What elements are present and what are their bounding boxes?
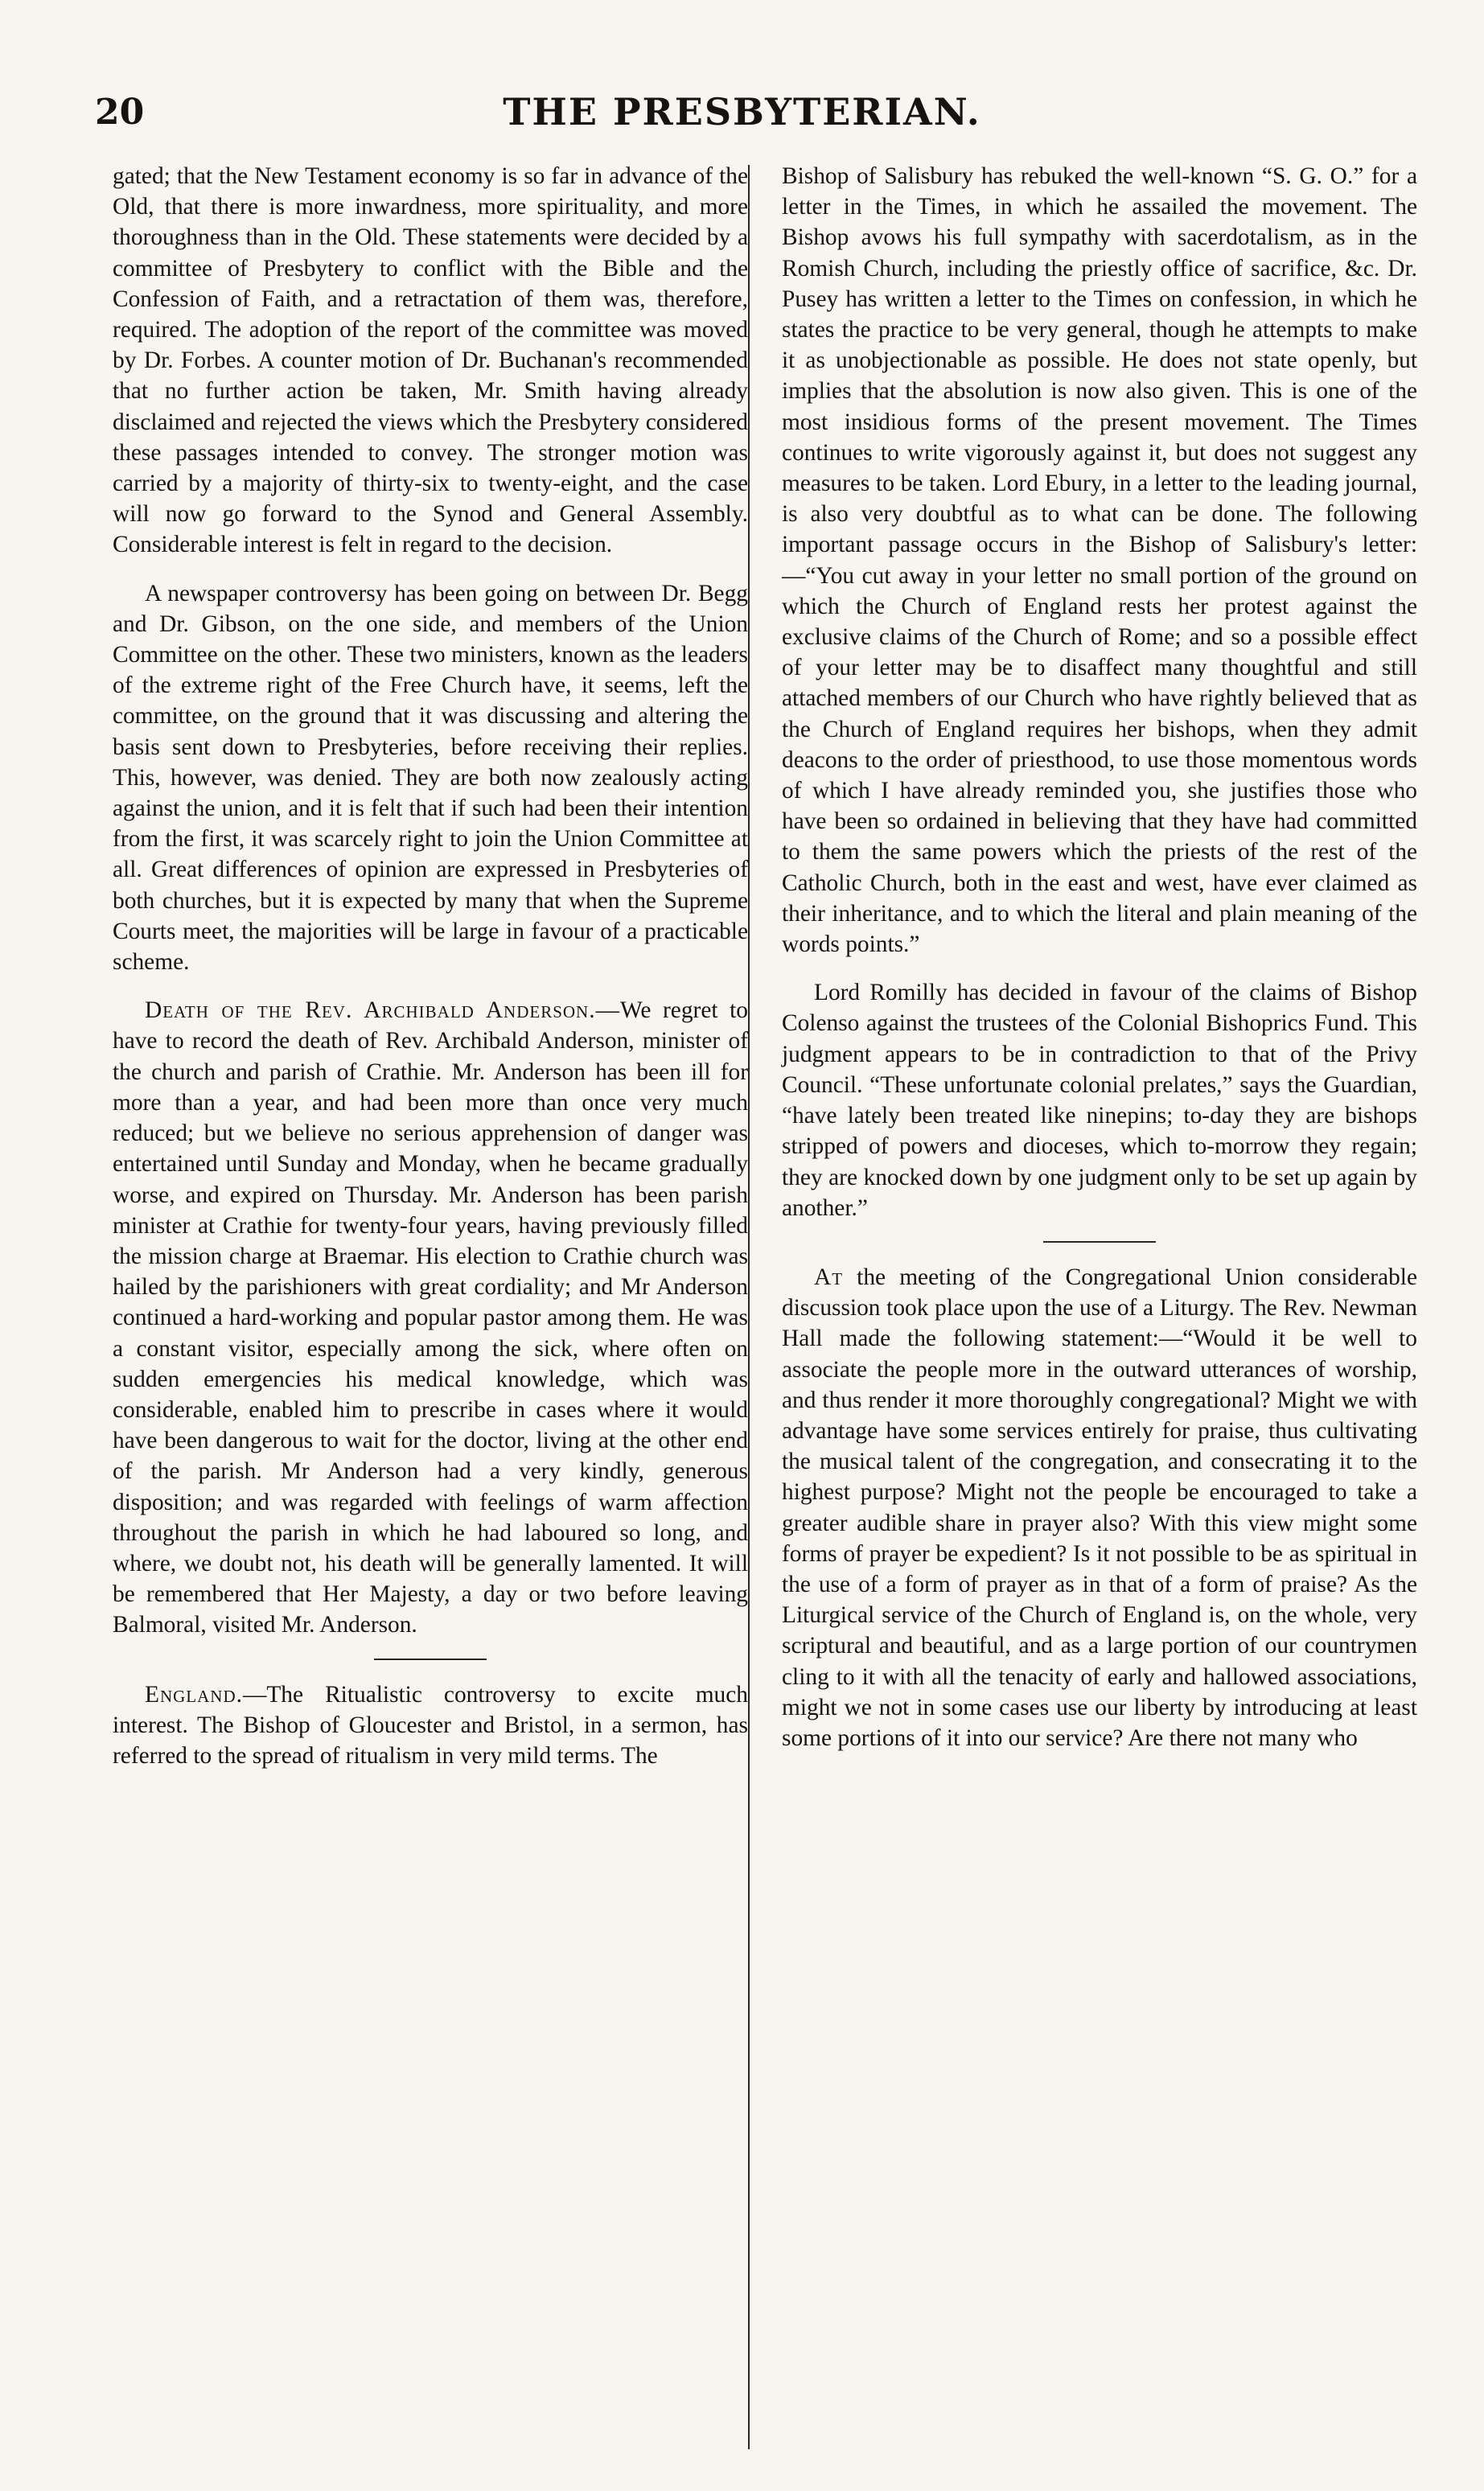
right-column [782,161,1417,1771]
article-paragraph: gated; that the New Testament economy is so far in advance of the Old, that there is more inwardness, more spirituality, and more thoroughness than in the Old. These statements were decided by a committee of Presbytery to conflict with the Bible and the Confession of Faith, and a retractation of them was, therefore, required. The adoption of the report of the committee was moved by Dr. Forbes. A counter motion of Dr. Buchanan's recommended that no further action be taken, Mr. Smith having already disclaimed and rejected the views which the Presbytery considered these passages intended to convey. The stronger motion was carried by a majority of thirty-six to twenty-eight, and the case will now go forward to the Synod and General Assembly. Considerable interest is felt in regard to the decision. [113,163,748,558]
congregational-union-paragraph [782,1262,1417,1753]
page-header [0,87,1484,135]
england-body: —The Ritualistic controversy to excite much interest. The Bishop of Gloucester and Bristol, in a sermon, has referred to the spread of ritualism in very mild terms. The [113,1681,748,1769]
england-heading: England. [145,1681,243,1708]
england-paragraph [113,1679,748,1772]
page-title: THE PRESBYTERIAN. [503,90,981,134]
obituary-body: We regret to have to record the death of Rev. Archibald Anderson, minister of the church and parish of Crathie. Mr. Anderson has been ill for more than a year, and had been more than once very much reduced; but we believe no serious apprehension of danger was entertained until Sunday and Monday, when he became gradually worse, and expired on Thursday. Mr. Anderson has been parish minister at Crathie for twenty-four years, having previously filled the mission charge at Braemar. His election to Crathie church was hailed by the parishioners with great cordiality; and Mr Anderson continued a hard-working and popular pastor among them. He was a constant visitor, especially among the sick, where often on sudden emergencies his medical knowledge, which was considerable, enabled him to prescribe in cases where it would have been dangerous to wait for the doctor, living at the other end of the parish. Mr Anderson had a very kindly, generous disposition; and was regarded with feelings of warm affection throughout the parish in which he had laboured so long, and where, we doubt not, his death will be generally lamented. It will be remembered that Her Majesty, a day or two before leaving Balmoral, visited Mr. Anderson. [113,997,748,1638]
obituary-heading: Death of the Rev. Archibald Anderson.— [145,997,620,1024]
left-column [113,161,748,1789]
column-divider [748,165,750,2449]
page-number: 20 [95,92,145,133]
section-rule [374,1659,487,1660]
article-paragraph: Lord Romilly has decided in favour of the claims of Bishop Colenso against the trustees of the Colonial Bishoprics Fund. This judgment appears to be in contradiction to that of the Privy Council. “These unfortunate colonial prelates,” says the Guardian, “have lately been treated like ninepins; to-day they are bishops stripped of powers and dioceses, which to-morrow they regain; they are knocked down by one judgment only to be set up again by another.” [782,980,1417,1221]
article-paragraph: A newspaper controversy has been going on between Dr. Begg and Dr. Gibson, on the one side, and members of the Union Committee on the other. These two ministers, known as the leaders of the extreme right of the Free Church have, it seems, left the committee, on the ground that it was discussing and altering the basis sent down to Presbyteries, before receiving their replies. This, however, was denied. They are both now zealously acting against the union, and it is felt that if such had been their intention from the first, it was scarcely right to join the Union Committee at all. Great differences of opinion are expressed in Presbyteries of both churches, but it is expected by many that when the Supreme Courts meet, the majorities will be large in favour of a practicable scheme. [113,580,748,976]
section-rule [1043,1241,1156,1243]
paragraph-lead: At [814,1264,844,1290]
paragraph-body: the meeting of the Congregational Union considerable discussion took place upon the use of a Liturgy. The Rev. Newman Hall made the following statement:—“Would it be well to associate the people more in the outward utterances of worship, and thus render it more thoroughly congregational? Might we with advantage have some services entirely for praise, thus cultivating the musical talent of the congregation, and consecrating it to the highest purpose? Might not the people be encouraged to take a greater audible share in prayer also? With this view might some forms of prayer be expedient? Is it not possible to be as spiritual in the use of a form of prayer as in that of a form of praise? As the Liturgical service of the Church of England is, on the whole, very scriptural and beautiful, and as a large portion of our countrymen cling to it with all the tenacity of early and hallowed associations, might we not in some cases use our liberty by introducing at least some portions of it into our service? Are there not many who [782,1264,1417,1751]
obituary-paragraph [113,995,748,1640]
article-paragraph: Bishop of Salisbury has rebuked the well-known “S. G. O.” for a letter in the Times, in which he assailed the movement. The Bishop avows his full sympathy with sacerdotalism, as in the Romish Church, including the priestly office of sacrifice, &c. Dr. Pusey has written a letter to the Times on confession, in which he states the practice to be very general, though he attempts to make it as unobjectionable as possible. He does not state openly, but implies that the absolution is now also given. This is one of the most insidious forms of the present movement. The Times continues to write vigorously against it, but does not suggest any measures to be taken. Lord Ebury, in a letter to the leading journal, is also very doubtful as to what can be done. The following important passage occurs in the Bishop of Salisbury's letter:—“You cut away in your letter no small portion of the ground on which the Church of England rests her protest against the exclusive claims of the Church of Rome; and so a possible effect of your letter may be to disaffect many thoughtful and still attached members of our Church who have rightly believed that as the Church of England requires her bishops, when they admit deacons to the order of priesthood, to use those momentous words of which I have already reminded you, she justifies those who have been so ordained in believing that they have had committed to them the same powers which the priests of the rest of the Catholic Church, both in the east and west, have ever claimed as their inheritance, and to which the literal and plain meaning of the words points.” [782,163,1417,958]
